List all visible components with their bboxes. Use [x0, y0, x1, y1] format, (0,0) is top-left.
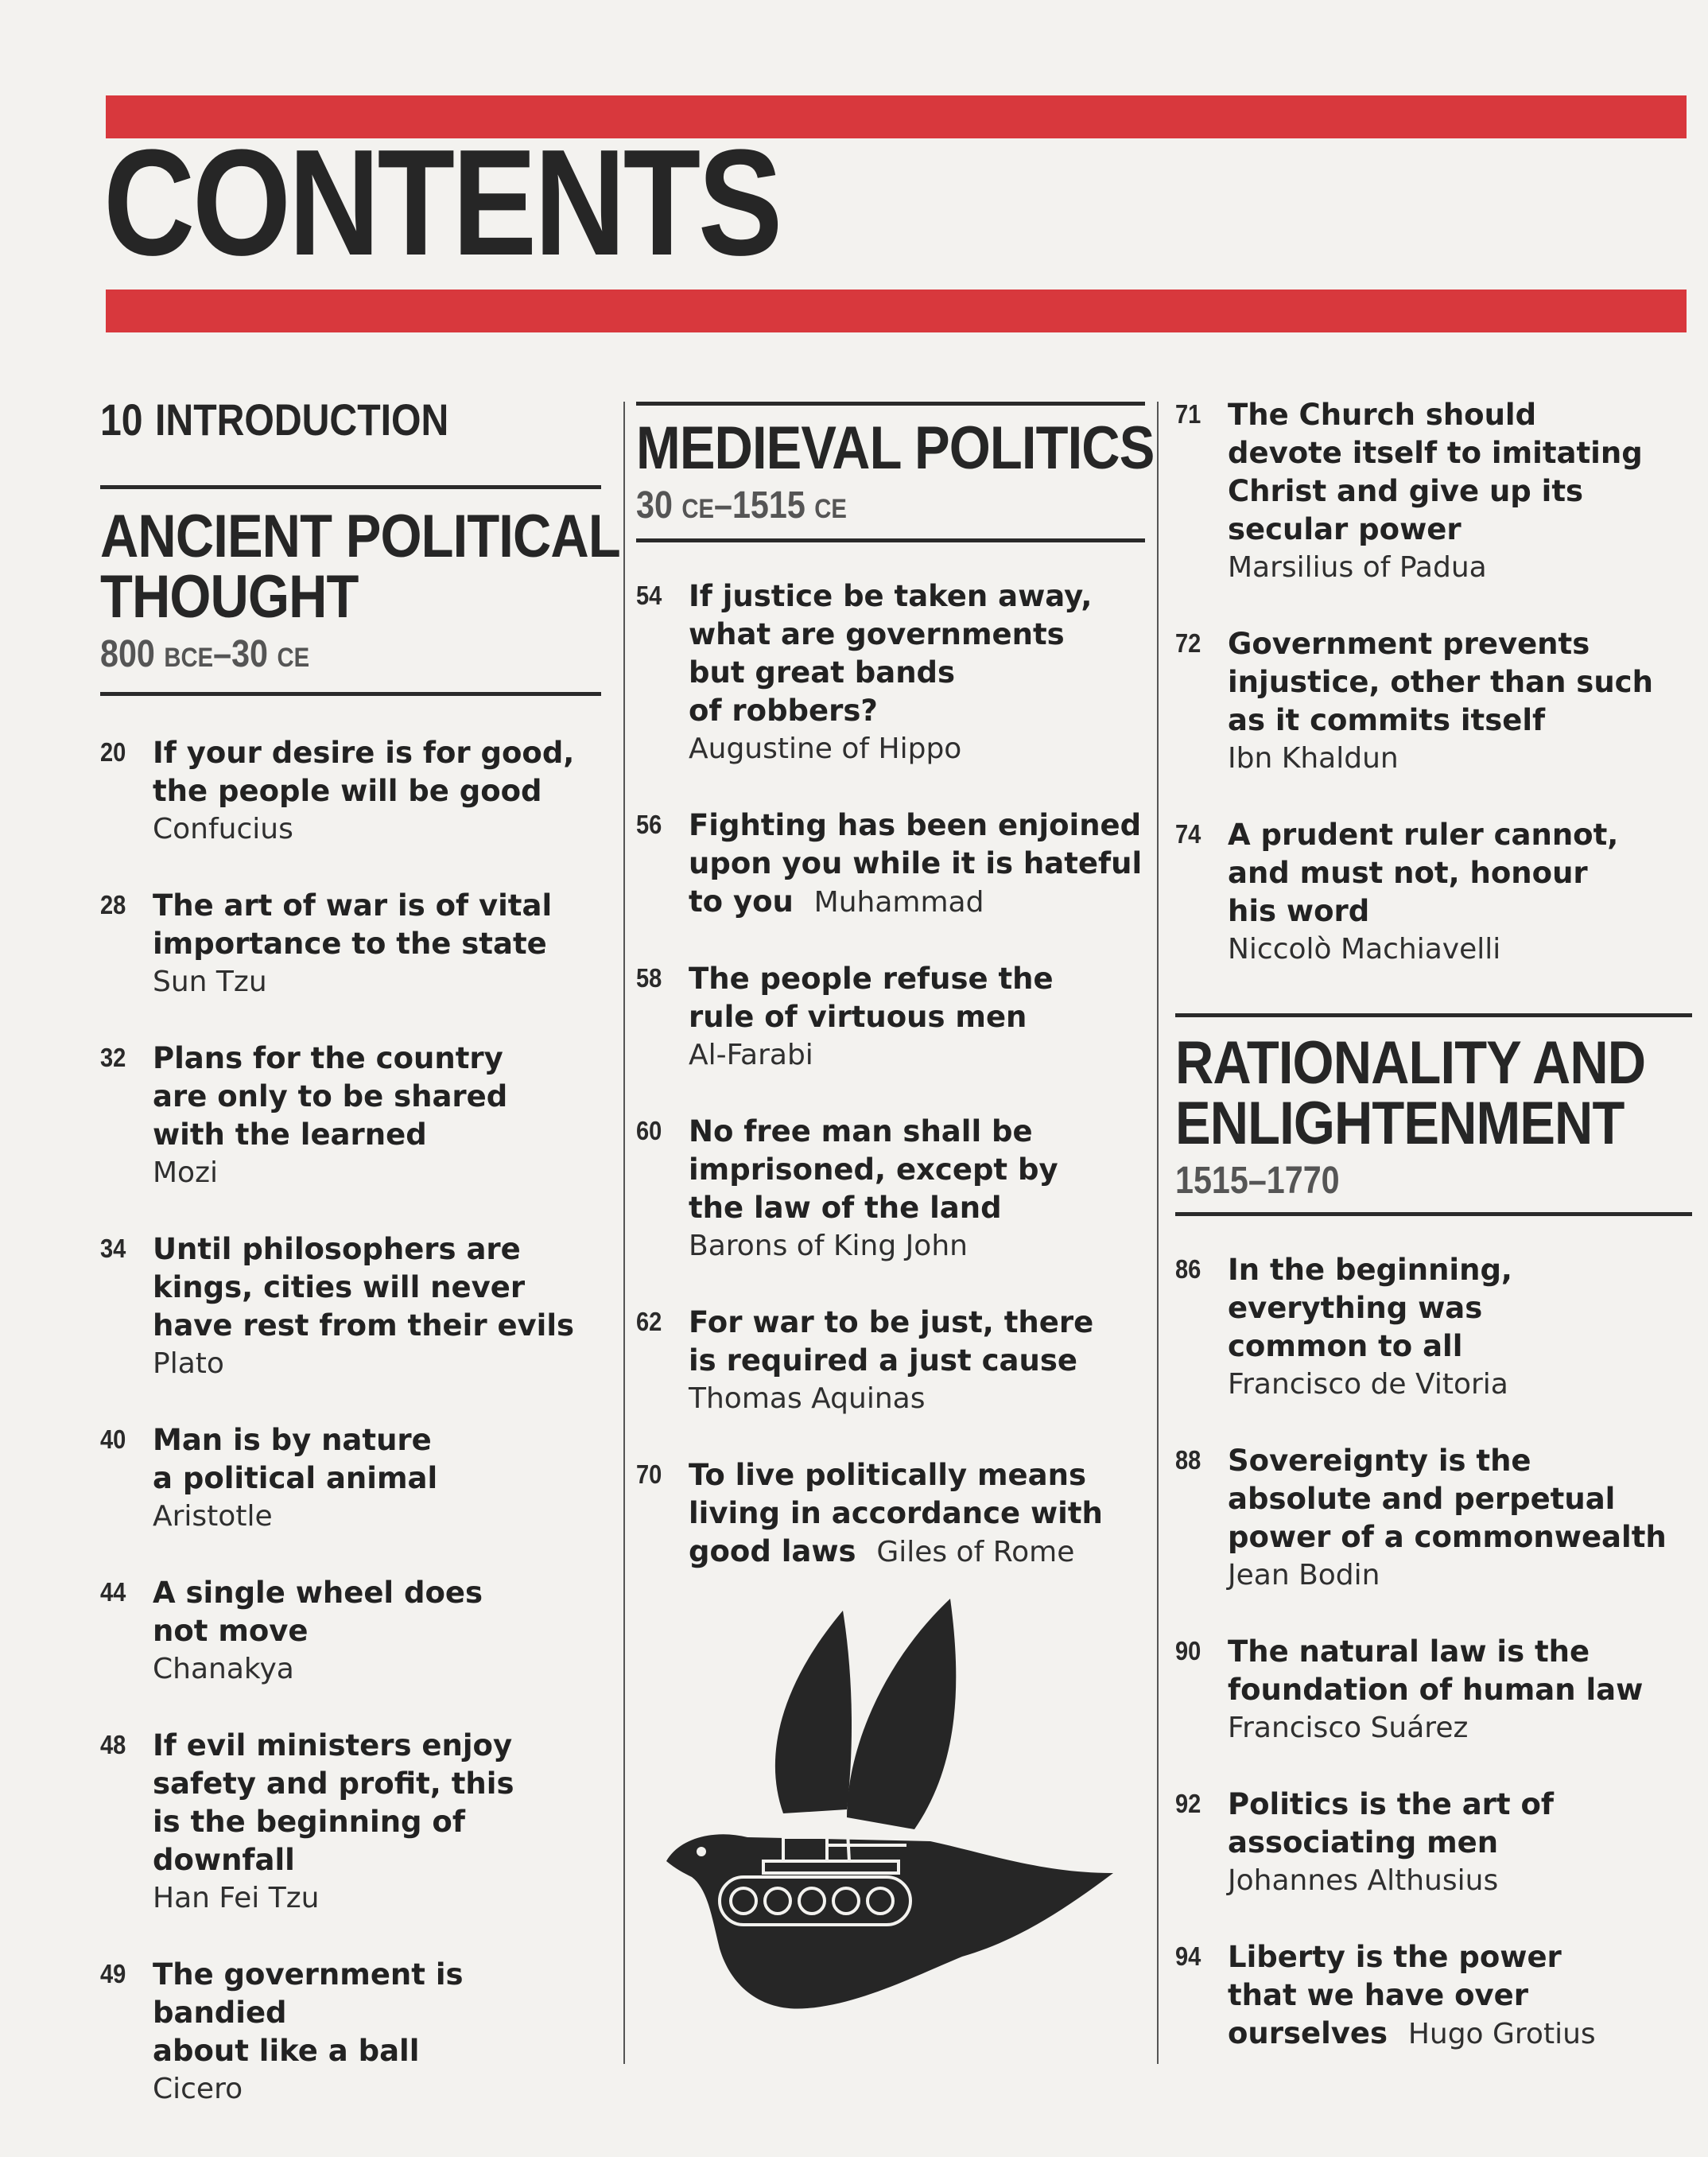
chapter-title — [100, 503, 620, 631]
chapter-heading-ancient — [100, 485, 620, 696]
contents-entry[interactable] — [636, 1456, 1145, 1572]
entry-author: Francisco de Vitoria — [1228, 1368, 1508, 1401]
entry-quote: If evil ministers enjoy safety and profit, this is the beginning of downfall — [153, 1728, 514, 1877]
entry-author: Francisco Suárez — [1228, 1712, 1469, 1744]
contents-entry[interactable] — [1175, 1251, 1692, 1404]
entry-author: Giles of Rome — [876, 1536, 1075, 1568]
entry-quote: The natural law is the foundation of human law — [1228, 1634, 1644, 1707]
entry-author: Thomas Aquinas — [689, 1382, 926, 1415]
entry-author: Johannes Althusius — [1228, 1864, 1499, 1897]
column-ancient — [100, 394, 620, 2108]
contents-entry[interactable] — [100, 734, 601, 849]
date-separator: – — [714, 484, 732, 527]
entry-page-number: 40 — [100, 1424, 126, 1454]
entry-author: Augustine of Hippo — [689, 733, 962, 765]
entry-quote: The art of war is of vital importance to the state — [153, 888, 553, 961]
entry-quote: A prudent ruler cannot, and must not, honour his word — [1228, 818, 1619, 928]
entry-quote: Politics is the art of associating men — [1228, 1787, 1554, 1860]
date-start: 800 — [100, 633, 155, 675]
entry-quote: Sovereignty is the absolute and perpetual power of a commonwealth — [1228, 1444, 1667, 1554]
entry-author: Han Fei Tzu — [153, 1882, 320, 1914]
chapter-dates — [636, 484, 1073, 527]
date-end-era: CE — [277, 643, 310, 673]
entry-page-number: 72 — [1175, 628, 1201, 658]
entry-page-number: 28 — [100, 890, 126, 919]
entry-author: Muhammad — [813, 886, 984, 919]
entry-page-number: 44 — [100, 1577, 126, 1607]
contents-entry[interactable] — [1175, 816, 1692, 969]
contents-entry[interactable] — [100, 1421, 601, 1536]
entry-quote: If justice be taken away, what are governments but great bands of robbers? — [689, 579, 1093, 728]
entry-page-number: 86 — [1175, 1254, 1201, 1284]
date-separator: – — [213, 633, 232, 675]
chapter-title-line: ANCIENT POLITICAL — [100, 503, 620, 570]
contents-entry[interactable] — [1175, 396, 1692, 587]
entry-author: Hugo Grotius — [1407, 2018, 1596, 2050]
contents-entry[interactable] — [100, 1574, 601, 1689]
entry-page-number: 74 — [1175, 819, 1201, 849]
contents-entry[interactable] — [636, 1304, 1145, 1418]
entry-page-number: 92 — [1175, 1789, 1201, 1818]
contents-entry[interactable] — [1175, 625, 1692, 778]
entry-page-number: 48 — [100, 1730, 126, 1759]
entry-list — [1175, 1251, 1692, 2054]
column-medieval-continued — [1175, 396, 1692, 2054]
entry-quote: Government prevents injustice, other than such as it commits itself — [1228, 627, 1653, 737]
date-separator: – — [1248, 1160, 1267, 1202]
entry-author: Chanakya — [153, 1653, 294, 1685]
entry-quote: The Church should devote itself to imitating Christ and give up its secular power — [1228, 398, 1643, 546]
entry-page-number: 62 — [636, 1307, 662, 1336]
chapter-heading-medieval — [636, 402, 1155, 542]
entry-page-number: 94 — [1175, 1941, 1201, 1971]
date-start-era: CE — [681, 494, 715, 524]
entry-author: Mozi — [153, 1156, 218, 1189]
entry-quote: If your desire is for good, the people will be good — [153, 736, 575, 808]
contents-entry[interactable] — [100, 1230, 601, 1383]
entry-quote: A single wheel does not move — [153, 1576, 483, 1648]
entry-page-number: 56 — [636, 810, 662, 839]
chapter-title — [1175, 1029, 1646, 1157]
chapter-rule-top — [1175, 1013, 1692, 1017]
entry-quote — [689, 806, 1145, 922]
chapter-rule-bottom — [1175, 1212, 1692, 1216]
contents-entry[interactable] — [1175, 1442, 1692, 1595]
chapter-title: MEDIEVAL POLITICS — [636, 414, 1155, 482]
chapter-rule-top — [100, 485, 601, 489]
date-end: 30 — [231, 633, 268, 675]
entry-author: Aristotle — [153, 1500, 273, 1533]
chapter-title-line: ENLIGHTENMENT — [1175, 1090, 1625, 1157]
page-title: CONTENTS — [103, 119, 780, 287]
contents-entry[interactable] — [100, 1956, 601, 2108]
entry-quote-text: Fighting has been enjoined upon you while it is hateful to you — [689, 808, 1143, 919]
introduction-entry[interactable] — [100, 394, 531, 445]
date-start: 30 — [636, 484, 673, 527]
entry-author: Al-Farabi — [689, 1039, 813, 1071]
entry-quote: Man is by nature a political animal — [153, 1423, 438, 1495]
entry-author: Sun Tzu — [153, 966, 267, 998]
contents-entry[interactable] — [100, 1040, 601, 1192]
column-divider-2 — [1157, 402, 1159, 2064]
dove-tank-icon — [644, 1599, 1129, 2012]
contents-entry[interactable] — [636, 1113, 1145, 1265]
contents-entry[interactable] — [1175, 1633, 1692, 1747]
entry-page-number: 32 — [100, 1043, 126, 1072]
entry-quote — [689, 1456, 1145, 1572]
entry-list — [100, 734, 601, 2108]
entry-author: Jean Bodin — [1228, 1559, 1380, 1592]
entry-author: Ibn Khaldun — [1228, 742, 1399, 775]
entry-author: Niccolò Machiavelli — [1228, 933, 1501, 966]
entry-quote: Plans for the country are only to be shared with the learned — [153, 1041, 508, 1152]
entry-page-number: 70 — [636, 1459, 662, 1489]
chapter-dates — [1175, 1159, 1620, 1203]
entry-author: Marsilius of Padua — [1228, 551, 1487, 584]
header-red-bar-bottom — [106, 290, 1687, 332]
chapter-title-line: THOUGHT — [100, 563, 359, 631]
date-end: 1515 — [732, 484, 805, 527]
chapter-dates — [100, 632, 531, 676]
chapter-rule-top — [636, 402, 1145, 406]
chapter-rule-bottom — [636, 538, 1145, 542]
contents-entry[interactable] — [636, 806, 1145, 922]
entry-quote-text: To live politically means living in accordance with good laws — [689, 1458, 1103, 1568]
entry-page-number: 90 — [1175, 1636, 1201, 1665]
chapter-title-line: RATIONALITY AND — [1175, 1029, 1646, 1097]
entry-author: Confucius — [153, 813, 293, 845]
entry-page-number: 71 — [1175, 399, 1201, 429]
entry-author: Cicero — [153, 2073, 243, 2105]
chapter-rule-bottom — [100, 692, 601, 696]
entry-quote: No free man shall be imprisoned, except by the law of the land — [689, 1114, 1058, 1225]
entry-page-number: 60 — [636, 1116, 662, 1145]
contents-entry[interactable] — [636, 960, 1145, 1075]
entry-quote — [1228, 1938, 1692, 2054]
date-end: 1770 — [1266, 1160, 1340, 1202]
contents-entry[interactable] — [1175, 1938, 1692, 2054]
entry-page-number: 34 — [100, 1234, 126, 1263]
introduction-label: INTRODUCTION — [155, 394, 449, 445]
entry-quote: The government is bandied about like a ball — [153, 1957, 464, 2068]
entry-page-number: 88 — [1175, 1445, 1201, 1475]
contents-entry[interactable] — [1175, 1786, 1692, 1900]
introduction-page: 10 — [100, 394, 143, 445]
contents-entry[interactable] — [636, 577, 1145, 768]
column-medieval — [636, 402, 1155, 1572]
entry-quote: Until philosophers are kings, cities will never have rest from their evils — [153, 1232, 575, 1343]
entry-page-number: 58 — [636, 963, 662, 993]
entry-page-number: 49 — [100, 1959, 126, 1988]
date-start: 1515 — [1175, 1160, 1248, 1202]
column-divider-1 — [623, 402, 625, 2064]
entry-author: Barons of King John — [689, 1230, 968, 1262]
date-start-era: BCE — [164, 643, 214, 673]
entry-quote-text: Liberty is the power that we have over ourselves — [1228, 1940, 1562, 2050]
contents-entry[interactable] — [100, 887, 601, 1001]
entry-list — [1175, 396, 1692, 969]
entry-page-number: 20 — [100, 737, 126, 767]
entry-list — [636, 577, 1145, 1572]
date-end-era: CE — [814, 494, 847, 524]
entry-quote: For war to be just, there is required a just cause — [689, 1305, 1094, 1378]
entry-quote: In the beginning, everything was common to all — [1228, 1253, 1512, 1363]
entry-quote: The people refuse the rule of virtuous men — [689, 962, 1054, 1034]
entry-author: Plato — [153, 1347, 224, 1380]
contents-entry[interactable] — [100, 1727, 601, 1918]
chapter-heading-enlightenment — [1175, 1013, 1692, 1216]
entry-page-number: 54 — [636, 581, 662, 610]
